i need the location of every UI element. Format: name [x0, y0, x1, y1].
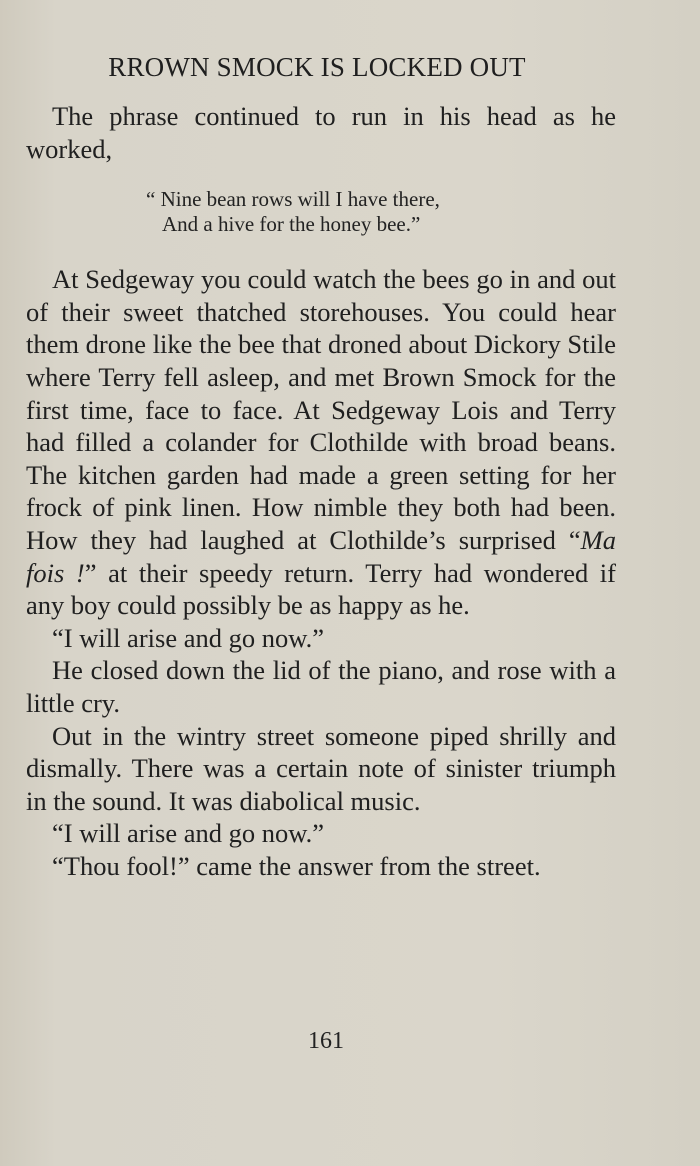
verse-line-2: And a hive for the honey bee.” — [162, 212, 421, 237]
paragraph-4: He closed down the lid of the piano, and rose with a little cry. — [26, 655, 616, 718]
paragraph-6: “I will arise and go now.” — [52, 818, 325, 849]
paragraph-2 — [26, 263, 616, 622]
running-head: RROWN SMOCK IS LOCKED OUT — [108, 52, 526, 82]
paragraph-2-italic: Ma fois ! — [26, 524, 616, 588]
body-text — [26, 100, 616, 882]
page-number: 161 — [308, 1028, 344, 1054]
paragraph-7: “Thou fool!” came the answer from the street. — [52, 850, 541, 881]
paragraph-2-text-b: ” at their speedy return. Terry had wondered if any boy could possibly be as happy as he. — [26, 557, 616, 621]
verse-quote — [146, 187, 616, 237]
verse-line-1: “ Nine bean rows will I have there, — [146, 187, 440, 212]
paragraph-1: The phrase continued to run in his head as he worked, — [26, 101, 616, 164]
paragraph-5: Out in the wintry street someone piped shrilly and dismally. There was a certain note of sinister triumph in the sound. It was diabolical music. — [26, 720, 616, 816]
paragraph-2-text-a: At Sedgeway you could watch the bees go in and out of their sweet thatched storehouses. You could hear them drone like the bee that droned about Dickory Stile where Terry fell asleep, and met Brown Smock for the first time, face to face. At Sedgeway Lois and Terry had filled a colander for Clothilde with broad beans. The kitchen garden had made a green setting for her frock of pink linen. How nimble they both had been. How they had laughed at Clothilde’s surprised “ — [26, 264, 616, 555]
paragraph-3: “I will arise and go now.” — [52, 622, 325, 653]
